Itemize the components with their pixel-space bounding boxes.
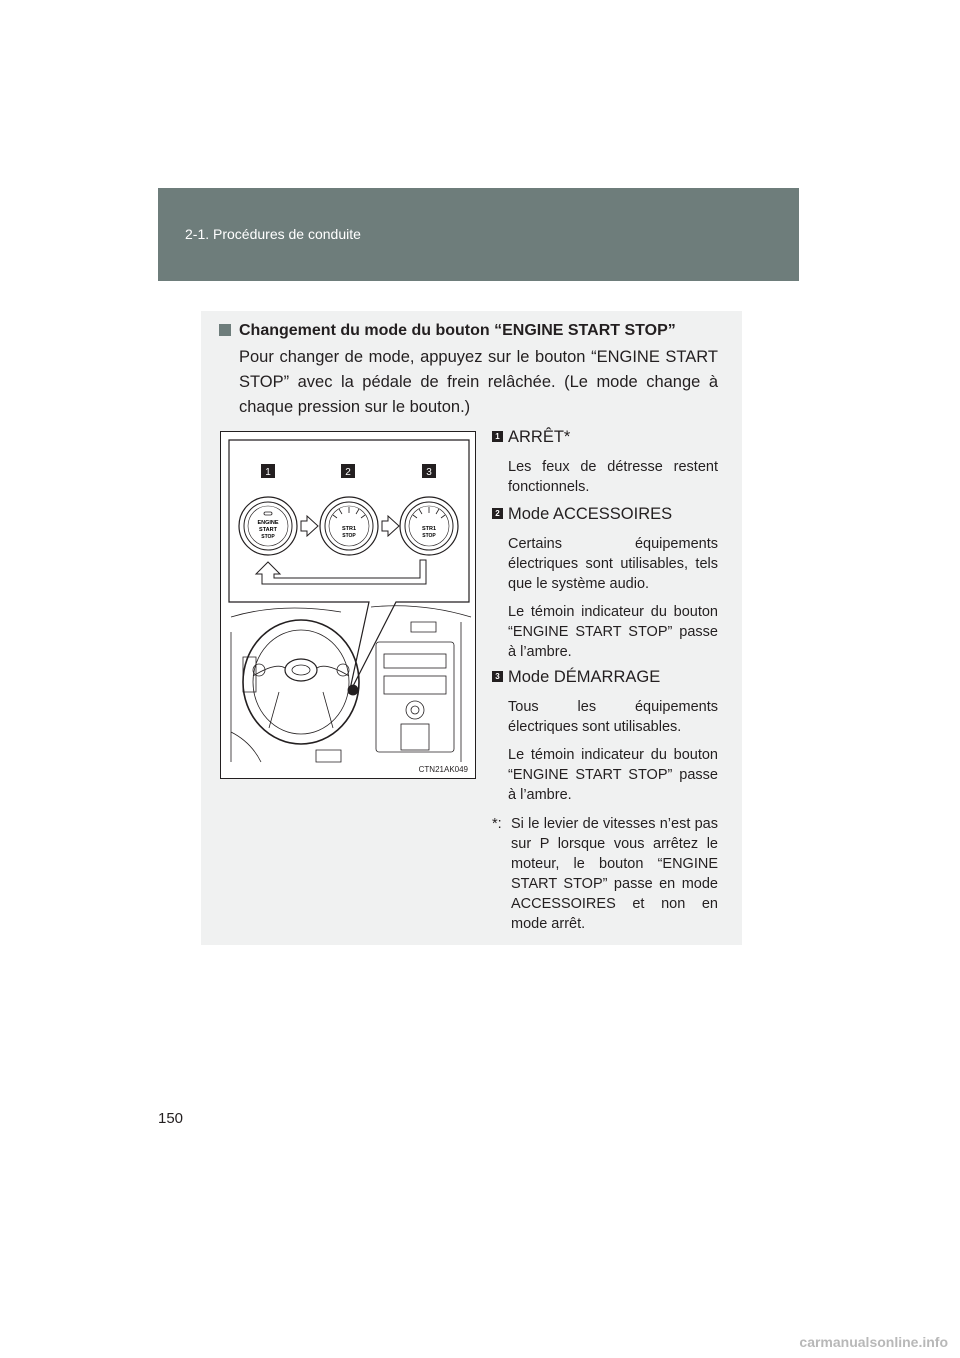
engine-button-ignition [400, 497, 458, 555]
footnote-text: Si le levier de vitesses n’est pas sur P lorsque vous arrêtez le moteur, le bouton “ENGINE START STOP” passe en mode ACCESSOIRES et non en mode arrêt. [511, 816, 718, 932]
button2-stop: STOP [342, 533, 356, 539]
badge-1 [261, 464, 275, 478]
section-title: 2-1. Procédures de conduite [185, 226, 361, 242]
mode-start-desc-2: Le témoin indicateur du bouton “ENGINE START STOP” passe à l’ambre. [508, 747, 718, 803]
square-bullet-icon [219, 324, 231, 336]
mode-accessory [492, 505, 718, 670]
figure-code: CTN21AK049 [418, 765, 468, 774]
mode-accessory-number: 2 [492, 508, 503, 519]
badge-3 [422, 464, 436, 478]
button1-line1: ENGINE [257, 520, 279, 526]
button1-line2: START [259, 527, 277, 533]
engine-button-accessory [320, 497, 378, 555]
mode-accessory-desc-1: Certains équipements électriques sont utilisables, tels que le système audio. [508, 536, 718, 592]
mode-start-title [492, 668, 718, 687]
mode-start-number: 3 [492, 671, 503, 682]
button1-line3: STOP [261, 534, 275, 540]
mode-accessory-desc-2: Le témoin indicateur du bouton “ENGINE START STOP” passe à l’ambre. [508, 604, 718, 660]
mode-off-number: 1 [492, 431, 503, 442]
footnote-mark: *: [492, 816, 502, 832]
intro-paragraph: Pour changer de mode, appuyez sur le bouton “ENGINE START STOP” avec la pédale de frein relâchée. (Le mode change à chaque pression sur le bouton.) [239, 348, 718, 416]
section-header [158, 188, 799, 281]
mode-off-title-text: ARRÊT* [508, 428, 571, 446]
mode-off [492, 428, 718, 505]
mode-off-title [492, 428, 718, 447]
badge-3-label: 3 [426, 467, 432, 478]
watermark: carmanualsonline.info [799, 1334, 948, 1350]
button2-st: ST [341, 526, 349, 532]
badge-2-label: 2 [345, 467, 351, 478]
mode-accessory-title [492, 505, 718, 524]
button2-r1: R1 [349, 526, 357, 532]
panel-heading-text: Changement du mode du bouton “ENGINE START STOP” [239, 322, 676, 339]
svg-text:STR1 [342, 526, 356, 532]
button3-st: ST [421, 526, 429, 532]
engine-button-illustration [220, 431, 476, 779]
content-panel [201, 311, 742, 945]
engine-button-off [239, 497, 297, 555]
button3-stop: STOP [422, 533, 436, 539]
footnote [492, 814, 718, 934]
mode-start [492, 668, 718, 813]
panel-heading [219, 322, 676, 340]
illustration-svg [221, 432, 477, 780]
badge-2 [341, 464, 355, 478]
svg-text:STR1 [422, 526, 436, 532]
mode-start-desc-1: Tous les équipements électriques sont utilisables. [508, 699, 718, 735]
badge-1-label: 1 [265, 467, 271, 478]
mode-start-title-text: Mode DÉMARRAGE [508, 668, 661, 686]
mode-off-desc: Les feux de détresse restent fonctionnels. [508, 459, 718, 495]
mode-accessory-title-text: Mode ACCESSOIRES [508, 505, 673, 523]
button3-r1: R1 [429, 526, 437, 532]
page-number: 150 [158, 1110, 184, 1127]
